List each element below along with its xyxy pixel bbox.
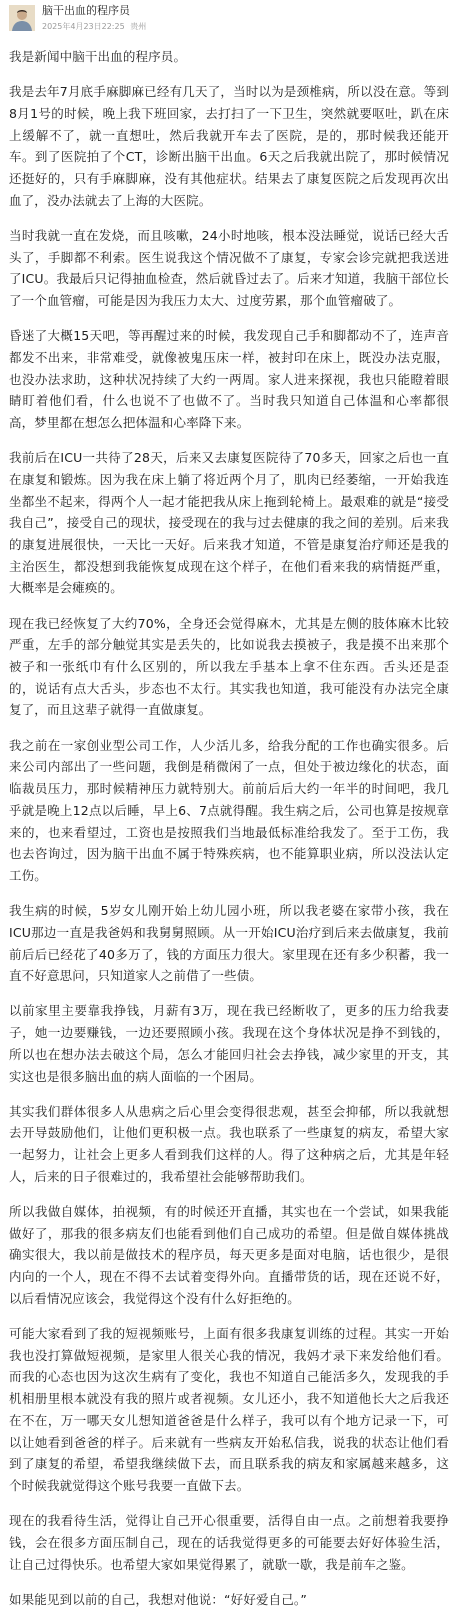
article-paragraph: 我是新闻中脑干出血的程序员。 [9,49,187,64]
post-location: 贵州 [130,22,147,31]
article-paragraph: 所以我做自媒体，拍视频，有的时候还开直播，其实也在一个尝试，如果我能做好了，那我的很多病友们也能看到他们自己成功的希望。但是做自媒体挑战确实很大，我以前是做技术的程序员，每天更多是面对电脑，话也很少，是很内向的一个人，现在不得不去试着变得外向。直播带货的话，现在还说不好，以后看情况应该会，我觉得这个没有什么好拒绝的。 [9,1204,449,1306]
article-paragraph: 昏迷了大概15天吧，等再醒过来的时候，我发现自己手和脚都动不了，连声音都发不出来，非常难受，就像被鬼压床一样，被封印在床上，既没办法克服，也没办法求助，这种状况持续了大约一两周。家人进来探视，我也只能瞪着眼睛盯着他们看，什么也说不了也做不了。当时我只知道自己体温和心率都很高，梦里都在想怎么把体温和心率降下来。 [9,328,449,431]
article-paragraph: 我生病的时候，5岁女儿刚开始上幼儿园小班，所以我老婆在家带小孩，我在ICU那边一直是我爸妈和我舅舅照顾。从一开始ICU治疗到后来去做康复，我前前后后已经花了40多万了，钱的方面压力很大。家里现在还有多少积蓄，我一直不好意思问，只知道家人之前借了一些债。 [9,903,449,984]
post-date: 2025年4月23日22:25 [42,22,125,31]
article-body [9,46,449,1624]
article-paragraph: 如果能见到以前的自己，我想对他说：“好好爱自己。” [9,1591,307,1607]
post-meta [42,21,149,33]
avatar-icon [9,5,35,31]
article-paragraph: 现在的我看待生活，觉得让自己开心很重要，活得自由一点。之前想着我要挣钱，会在很多方面压制自己，现在的话我觉得更多的可能要去好好体验生活，让自己过得快乐。也希望大家如果觉得累了，就歇一歇，我是前车之鉴。 [9,1513,449,1572]
article-paragraph: 可能大家看到了我的短视频账号，上面有很多我康复训练的过程。其实一开始我也没打算做短视频，是家里人很关心我的情况，我妈才录下来发给他们看。而我的心态也因为这次生病有了变化，我也不知道自己能活多久，发现我的手机相册里根本就没有我的照片或者视频。女儿还小，我不知道他长大之后我还在不在，万一哪天女儿想知道爸爸是什么样子，我可以有个地方记录一下，可以让她看到爸爸的样子。后来就有一些病友开始私信我，说我的状态让他们看到了康复的希望，希望我继续做下去，而且联系我的病友和家属越来越多，这个时候我就觉得这个账号我要一直做下去。 [9,1326,449,1493]
article-paragraph: 当时我就一直在发烧，而且咳嗽，24小时地咳，根本没法睡觉，说话已经大舌头了，手脚都不利索。医生说我这个情况做不了康复，专家会诊完就把我送进了ICU。我最后只记得抽血检查，然后就昏过去了。后来才知道，我脑干部位长了一个血管瘤，可能是因为我压力太大、过度劳累，那个血管瘤破了。 [9,227,449,309]
article-paragraph: 以前家里主要靠我挣钱，月薪有3万，现在我已经断收了，更多的压力给我妻子，她一边要赚钱，一边还要照顾小孩。我现在这个身体状况是挣不到钱的，所以也在想办法去破这个局，怎么才能回归社会去挣钱，减少家里的开支，其实这也是很多脑出血的病人面临的一个困局。 [9,1003,449,1084]
article-paragraph: 我是去年7月底手麻脚麻已经有几天了，当时以为是颈椎病，所以没在意。等到8月1号的时候，晚上我下班回家，去打扫了一下卫生，突然就要呕吐，趴在床上缓解不了，就一直想吐，然后我就开车去了医院，是的，那时候我还能开车。到了医院拍了个CT，诊断出脑干出血。6天之后我就出院了，那时候情况还挺好的，只有手麻脚麻，没有其他症状。结果去了康复医院之后发现再次出血了，没办法就去了上海的大医院。 [9,84,449,208]
post-header [0,0,458,40]
article-paragraph: 现在我已经恢复了大约70%，全身还会觉得麻木，尤其是左侧的肢体麻木比较严重，左手的部分触觉其实是丢失的，比如说我去摸被子，我是摸不出来那个被子和一张纸巾有什么区别的，所以我左手基本上拿不住东西。舌头还是歪的，说话有点大舌头，步态也不太行。其实我也知道，我可能没有办法完全康复了，而且这辈子就得一直做康复。 [9,615,449,718]
article-paragraph: 其实我们群体很多人从患病之后心里会变得很悲观，甚至会抑郁，所以我就想去开导鼓励他们，让他们更积极一点。我也联系了一些康复的病友，希望大家一起努力，让社会上更多人看到我们这样的人。得了这种病之后，尤其是年轻人，后来的日子很难过的，我希望社会能够帮助我们。 [9,1103,449,1184]
article-paragraph: 我前后在ICU一共待了28天，后来又去康复医院待了70多天，回家之后也一直在康复和锻炼。因为我在床上躺了将近两个月了，肌肉已经萎缩，一开始我连坐都坐不起来，得两个人一起才能把我从床上拖到轮椅上。最艰难的就是“接受我自己”，接受自己的现状，接受现在的我与过去健康的我之间的差别。后来我的康复进展很快，一天比一天好。后来我才知道，不管是康复治疗师还是我的主治医生，都没想到我能恢复成现在这个样子，在他们看来我的病情挺严重，大概率是会瘫痪的。 [9,450,449,596]
author-name[interactable]: 脑干出血的程序员 [42,4,130,17]
avatar[interactable] [9,5,35,31]
article-paragraph: 我之前在一家创业型公司工作，人少活儿多，给我分配的工作也确实很多。后来公司内部出了一些问题，我倒是稍微闲了一点，但处于被边缘化的状态，面临裁员压力，那时候精神压力就特别大。前前后后大约一年半的时间吧，我几乎就是晚上12点以后睡，早上6、7点就得醒。我生病之后，公司也算是按规章来的，也来看望过，工资也是按照我们当地最低标准给我发了。至于工伤，我也去咨询过，因为脑干出血不属于特殊疾病，也不能算职业病，所以没法认定工伤。 [9,737,449,883]
